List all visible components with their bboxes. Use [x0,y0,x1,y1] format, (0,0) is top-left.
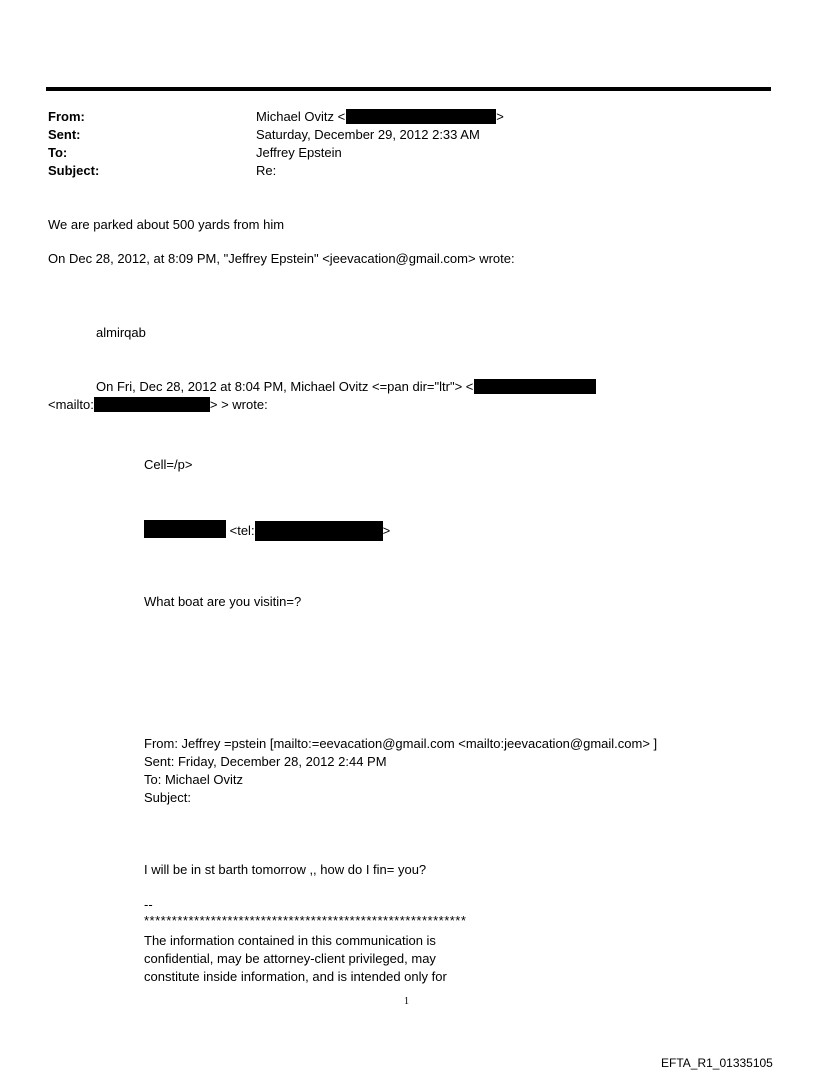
body-line: We are parked about 500 yards from him [48,217,285,232]
body-line: almirqab [96,325,146,340]
quote-attribution: On Dec 28, 2012, at 8:09 PM, "Jeffrey Epstein" <jeevacation@gmail.com> wrote: [48,251,515,266]
signature-dash: -- [144,897,153,912]
signature-stars: ********************************************************** [144,913,467,928]
forward-from: From: Jeffrey =pstein [mailto:=eevacation@gmail.com <mailto:jeevacation@gmail.com> ] [144,736,658,751]
quote-attribution: On Fri, Dec 28, 2012 at 8:04 PM, Michael Ovitz <=pan dir="ltr"> < [96,379,596,395]
forward-to: To: Michael Ovitz [144,772,243,787]
header-rule [46,87,771,91]
sent-value: Saturday, December 29, 2012 2:33 AM [256,127,480,142]
body-line: Cell=/p> [144,457,193,472]
sent-label: Sent: [48,127,81,142]
forward-sent: Sent: Friday, December 28, 2012 2:44 PM [144,754,387,769]
disclaimer-line: constitute inside information, and is intended only for [144,969,447,984]
to-label: To: [48,145,68,160]
redaction-box [346,109,496,124]
disclaimer-line: The information contained in this communication is [144,933,436,948]
redaction-box [255,521,383,541]
redaction-box [474,379,596,394]
forward-subject: Subject: [144,790,191,805]
subject-value: Re: [256,163,277,178]
page-number: 1 [404,996,409,1007]
bates-number: EFTA_R1_01335105 [661,1056,773,1070]
quote-attribution-cont: <mailto: > > wrote: [48,397,268,412]
body-line: I will be in st barth tomorrow ,, how do I fin= you? [144,862,427,877]
subject-label: Subject: [48,163,100,178]
body-line: What boat are you visitin=? [144,594,302,609]
disclaimer-line: confidential, may be attorney-client privileged, may [144,951,436,966]
redaction-box [94,397,210,412]
to-value: Jeffrey Epstein [256,145,342,160]
phone-line: <tel: > [144,520,390,541]
redaction-box [144,520,226,538]
from-label: From: [48,109,85,124]
from-value: Michael Ovitz < > [256,109,504,124]
